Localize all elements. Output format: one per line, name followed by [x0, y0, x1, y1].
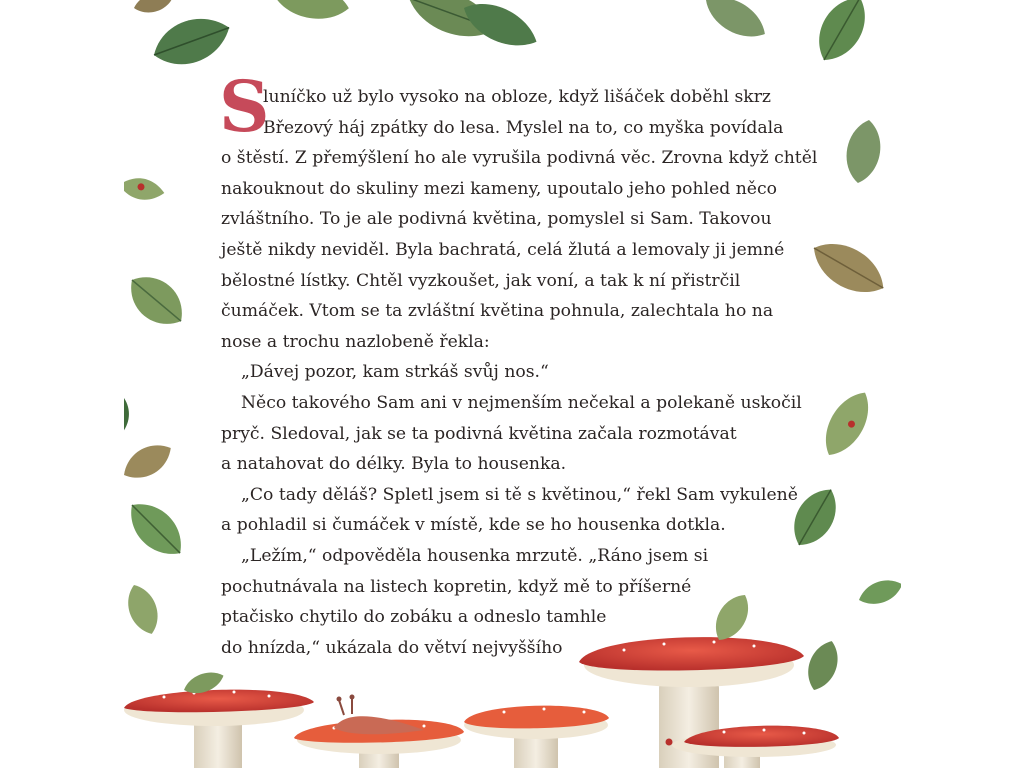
leaf-top-right-1 — [699, 0, 773, 47]
story-line: „Dávej pozor, kam strkáš svůj nos.“ — [241, 362, 549, 383]
book-page — [124, 0, 901, 768]
story-line: pryč. Sledoval, jak se ta podivná květina začala rozmotávat — [221, 423, 737, 444]
story-line: o štěstí. Z přemýšlení ho ale vyrušila podivná věc. Zrovna když chtěl — [221, 148, 818, 169]
story-line: zvláštního. To je ale podivná květina, pomyslel si Sam. Takovou — [221, 209, 772, 230]
leaf-left-4 — [124, 436, 178, 486]
leaf-top-left-1 — [132, 0, 175, 17]
leaf-right-1 — [842, 117, 886, 186]
slug — [334, 695, 424, 735]
mushroom-center — [464, 706, 609, 768]
leaf-right-5 — [855, 574, 901, 609]
leaf-left-6 — [124, 580, 164, 638]
leaf-left-3 — [124, 388, 132, 432]
story-line: a natahovat do délky. Byla to housenka. — [221, 454, 567, 475]
story-text — [219, 65, 841, 663]
story-line: bělostné lístky. Chtěl vyzkoušet, jak voní, a tak k ní přistrčil — [221, 270, 741, 291]
story-line: „Co tady děláš? Spletl jsem si tě s květinou,“ řekl Sam vykuleně — [241, 484, 798, 505]
story-line: ptačisko chytilo do zobáku a odneslo tamhle — [221, 607, 607, 628]
story-line: nakouknout do skuliny mezi kameny, upoutalo jeho pohled něco — [221, 178, 777, 199]
story-line: a pohladil si čumáček v místě, kde se ho housenka dotkla. — [221, 515, 726, 536]
story-line: Březový háj zpátky do lesa. Myslel na to, co myška povídala — [263, 117, 784, 138]
story-line: nose a trochu nazlobeně řekla: — [221, 331, 490, 352]
drop-cap: S — [219, 65, 270, 148]
mushroom-left — [124, 667, 314, 768]
leaf-left-5 — [124, 492, 193, 566]
leaf-left-2 — [124, 265, 194, 336]
leaf-top-right-2 — [807, 0, 877, 70]
story-line: pochutnávala na listech kopretin, když mě to příšerné — [221, 576, 692, 597]
story-line: Něco takového Sam ani v nejmenším nečekal a polekaně uskočil — [241, 392, 802, 413]
story-line: „Ležím,“ odpověděla housenka mrzutě. „Ráno jsem si — [241, 545, 709, 566]
leaf-top-center-1 — [271, 0, 352, 24]
story-line: do hnízda,“ ukázala do větví nejvyššího — [221, 637, 563, 658]
story-line: čumáček. Vtom se ta zvláštní květina pohnula, zalechtala ho na — [221, 301, 774, 322]
story-line: ještě nikdy neviděl. Byla bachratá, celá žlutá a lemovaly ji jemné — [221, 239, 785, 260]
leaf-left-1 — [124, 175, 166, 204]
story-line: luníčko už bylo vysoko na obloze, když lišáček doběhl skrz — [263, 87, 771, 107]
